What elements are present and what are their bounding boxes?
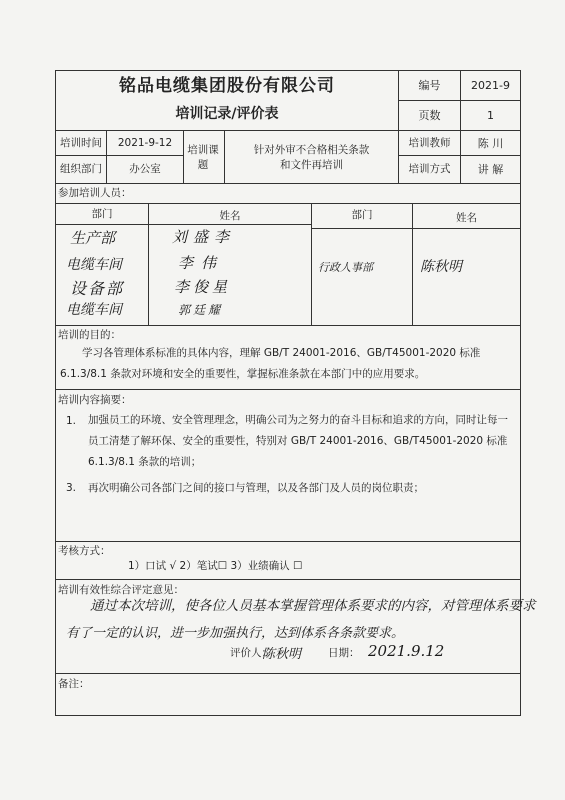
evaluation-comment-line2: 有了一定的认识，进一步加强执行，达到体系各条款要求。 bbox=[66, 626, 405, 641]
assessment-options: 1）口试 √ 2）笔试☐ 3）业绩确认 ☐ bbox=[128, 560, 303, 572]
training-time-value: 2021-9-12 bbox=[117, 137, 173, 149]
participant-dept: 行政人事部 bbox=[318, 261, 373, 274]
participant-name: 刘盛李 bbox=[172, 228, 236, 246]
number-label: 编号 bbox=[418, 79, 441, 92]
participant-dept: 电缆车间 bbox=[66, 257, 122, 273]
participants-heading: 参加培训人员： bbox=[58, 187, 132, 199]
left-col-name-header: 姓名 bbox=[219, 210, 241, 222]
purpose-heading: 培训的目的： bbox=[58, 329, 121, 341]
topic-value-line1: 针对外审不合格相关条款 bbox=[253, 144, 370, 156]
participant-dept: 生产部 bbox=[70, 229, 116, 247]
content-item3-text: 再次明确公司各部门之间的接口与管理，以及各部门及人员的岗位职责； bbox=[88, 482, 424, 494]
pages-label: 页数 bbox=[418, 109, 441, 122]
evaluator-signature: 陈秋明 bbox=[262, 647, 302, 662]
participant-name: 李俊星 bbox=[174, 278, 232, 296]
participant-name: 陈秋明 bbox=[420, 259, 462, 275]
purpose-text: 学习各管理体系标准的具体内容，理解 GB/T 24001-2016、GB/T45001-2020 标准 6.1.3/8.1 条款对环境和安全的重要性，掌握标准条款在本部门中的应用要求。 bbox=[60, 347, 481, 380]
right-col-dept-header: 部门 bbox=[351, 209, 373, 221]
method-label: 培训方式 bbox=[408, 163, 451, 175]
teacher-value: 陈 川 bbox=[477, 137, 504, 150]
topic-value-line2: 和文件再培训 bbox=[280, 159, 343, 171]
org-dept-value: 办公室 bbox=[129, 163, 161, 175]
left-col-dept-header: 部门 bbox=[91, 208, 113, 220]
company-name: 铭品电缆集团股份有限公司 bbox=[119, 76, 335, 96]
pages-value: 1 bbox=[487, 109, 494, 122]
participant-dept: 电缆车间 bbox=[66, 302, 122, 318]
evaluation-date: 2021.9.12 bbox=[368, 642, 445, 660]
evaluator-label: 评价人： bbox=[230, 647, 272, 659]
evaluation-heading: 培训有效性综合评定意见： bbox=[58, 584, 184, 596]
assessment-heading: 考核方式： bbox=[58, 545, 111, 557]
right-col-name-header: 姓名 bbox=[456, 212, 477, 224]
topic-label: 培训课题 bbox=[187, 144, 219, 171]
date-label: 日期： bbox=[328, 647, 360, 659]
form-title: 培训记录/评价表 bbox=[175, 106, 279, 122]
number-value: 2021-9 bbox=[471, 79, 510, 92]
participant-name: 李伟 bbox=[178, 254, 225, 272]
participant-name: 郭廷耀 bbox=[178, 303, 224, 317]
content-item3-number: 3. bbox=[66, 482, 77, 494]
evaluation-comment-line1: 通过本次培训，使各位人员基本掌握管理体系要求的内容，对管理体系要求 bbox=[90, 598, 536, 614]
participant-dept: 设备部 bbox=[70, 279, 125, 298]
content-item1-number: 1. bbox=[66, 415, 77, 427]
org-dept-label: 组织部门 bbox=[60, 163, 102, 175]
content-item1-text: 加强员工的环境、安全管理理念，明确公司为之努力的奋斗目标和追求的方向，同时让每一员工清楚了解环保、安全的重要性，特别对 GB/T 24001-2016、GB/T45001-2020 标准 6.1.3/8.1 条款的培训； bbox=[88, 414, 508, 468]
teacher-label: 培训教师 bbox=[408, 137, 451, 149]
method-value: 讲 解 bbox=[477, 163, 504, 176]
training-time-label: 培训时间 bbox=[60, 137, 102, 149]
content-heading: 培训内容摘要： bbox=[58, 394, 132, 406]
notes-heading: 备注： bbox=[58, 678, 90, 690]
